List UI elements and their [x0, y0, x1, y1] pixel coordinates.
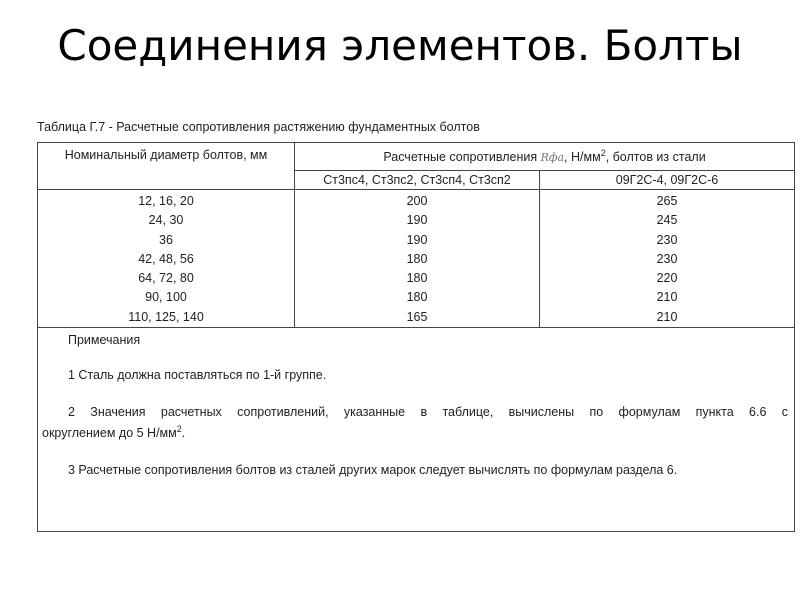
steel-a-value: 165: [406, 309, 428, 324]
notes-row: [38, 328, 795, 532]
table-header-row: [38, 143, 795, 171]
table-caption: Таблица Г.7 - Расчетные сопротивления растяжению фундаментных болтов: [37, 120, 480, 134]
steel-a-value: 190: [406, 213, 428, 228]
resistance-symbol: Rфа: [540, 151, 565, 165]
table-data-row: [38, 190, 795, 328]
note-2-end: .: [181, 426, 186, 441]
notes-cell: [38, 328, 795, 532]
steel-b-column: [540, 190, 795, 328]
note-2-line-1: 2 Значения расчетных сопротивлений, указанные в таблице, вычислены по формулам пункта 6.6 с: [68, 405, 789, 420]
notes-heading: Примечания: [68, 333, 141, 348]
note-1: 1 Сталь должна поставляться по 1-й группе.: [68, 368, 327, 383]
header-resistance-unit: , Н/мм: [564, 150, 601, 165]
header-unit-power: 2: [600, 148, 606, 159]
steel-b-value: 265: [656, 194, 678, 208]
note-3: 3 Расчетные сопротивления болтов из сталей других марок следует вычислять по формулам раздела 6.: [68, 463, 678, 478]
steel-a-value: 180: [406, 290, 428, 305]
diameter-value: 36: [159, 232, 173, 247]
diameter-value: 90, 100: [145, 290, 187, 305]
header-diameter: [38, 143, 295, 190]
note-2-power: 2: [176, 424, 182, 435]
steel-b-value: 230: [656, 232, 678, 247]
steel-a-column: [295, 190, 540, 328]
diameter-value: 12, 16, 20: [138, 194, 194, 208]
diameter-value: 110, 125, 140: [128, 309, 204, 324]
diameter-value: 42, 48, 56: [138, 251, 194, 266]
note-2-line-2: [42, 421, 788, 442]
header-diameter-label: Номинальный диаметр болтов, мм: [64, 148, 268, 162]
slide-title: Соединения элементов. Болты: [57, 21, 743, 70]
document-table-image: [30, 112, 798, 532]
note-2-text: округлением до 5 Н/мм: [42, 426, 177, 441]
steel-b-value: 245: [656, 213, 678, 228]
steel-b-value: 220: [656, 271, 678, 286]
steel-b-value: 210: [656, 309, 678, 324]
steel-a-value: 200: [406, 194, 428, 208]
steel-a-value: 180: [406, 251, 428, 266]
steel-b-value: 210: [656, 290, 678, 305]
header-resistance-prefix: Расчетные сопротивления: [383, 150, 538, 165]
steel-a-value: 180: [406, 271, 428, 286]
steel-b-value: 230: [656, 251, 678, 266]
header-resistance: [295, 143, 795, 171]
header-steel-b: 09Г2С-4, 09Г2С-6: [540, 171, 795, 190]
header-resistance-tail: , болтов из стали: [605, 150, 706, 165]
steel-a-value: 190: [406, 232, 428, 247]
diameter-column: [38, 190, 295, 328]
diameter-value: 64, 72, 80: [138, 271, 194, 286]
bolt-resistance-table: [37, 142, 795, 532]
diameter-value: 24, 30: [148, 213, 184, 228]
header-steel-a: Ст3пс4, Ст3пс2, Ст3сп4, Ст3сп2: [295, 171, 540, 190]
